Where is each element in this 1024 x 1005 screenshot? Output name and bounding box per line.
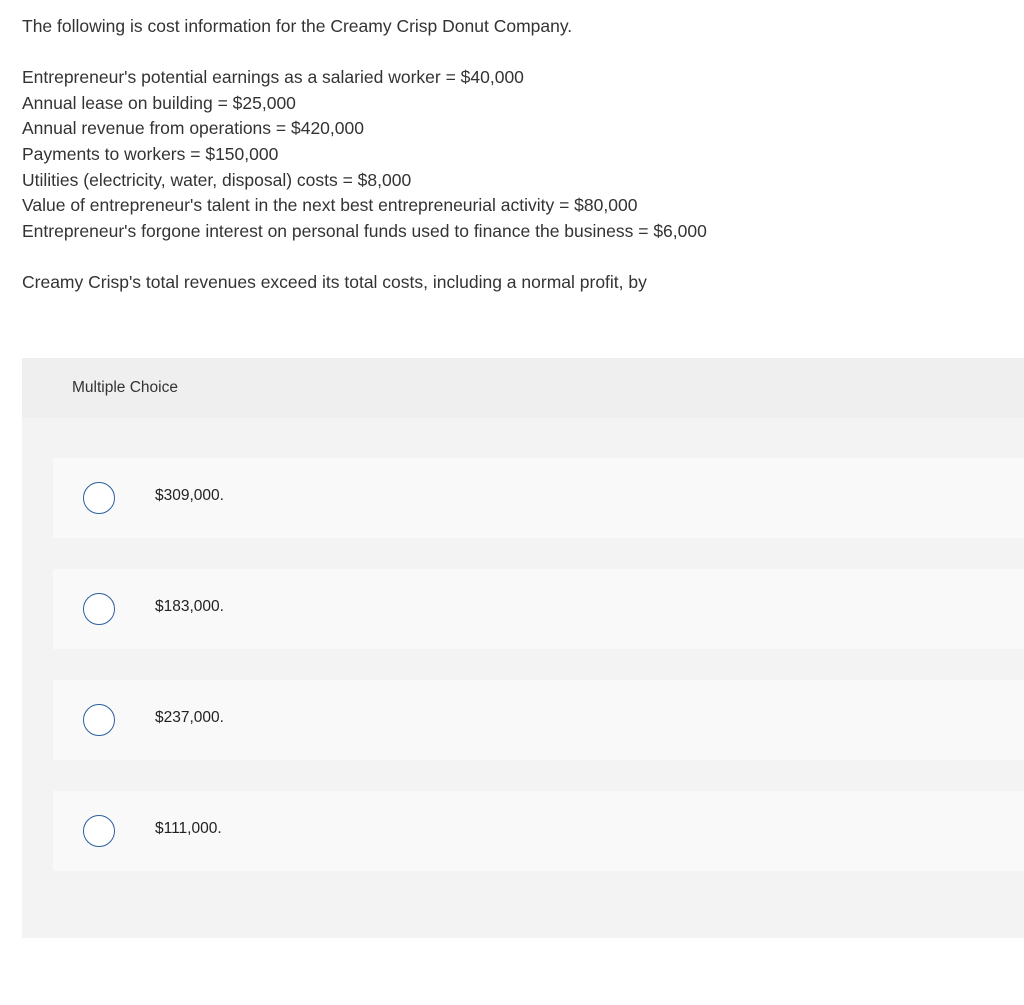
answer-option-2[interactable] bbox=[53, 569, 1024, 649]
cost-facts-list bbox=[22, 65, 1012, 244]
fact-item: Value of entrepreneur's talent in the next best entrepreneurial activity = $80,000 bbox=[22, 195, 638, 216]
fact-item: Payments to workers = $150,000 bbox=[22, 143, 279, 164]
radio-button[interactable] bbox=[83, 704, 115, 736]
multiple-choice-title: Multiple Choice bbox=[72, 379, 178, 396]
fact-item: Utilities (electricity, water, disposal) costs = $8,000 bbox=[22, 169, 412, 190]
question-prompt: Creamy Crisp's total revenues exceed its total costs, including a normal profit, by bbox=[22, 271, 647, 292]
answer-option-1[interactable] bbox=[53, 458, 1024, 538]
multiple-choice-header bbox=[22, 358, 1024, 418]
radio-button[interactable] bbox=[83, 593, 115, 625]
answer-option-4[interactable] bbox=[53, 791, 1024, 871]
fact-item: Annual lease on building = $25,000 bbox=[22, 92, 296, 113]
answer-option-3[interactable] bbox=[53, 680, 1024, 760]
question-text-block bbox=[22, 14, 1012, 296]
radio-button[interactable] bbox=[83, 815, 115, 847]
multiple-choice-panel bbox=[22, 358, 1024, 938]
question-intro: The following is cost information for the Creamy Crisp Donut Company. bbox=[22, 16, 573, 36]
answer-option-label: $111,000. bbox=[155, 820, 222, 837]
fact-item: Entrepreneur's forgone interest on personal funds used to finance the business = $6,000 bbox=[22, 220, 707, 241]
answer-option-label: $309,000. bbox=[155, 487, 224, 504]
answer-option-label: $237,000. bbox=[155, 709, 224, 726]
radio-button[interactable] bbox=[83, 482, 115, 514]
fact-item: Entrepreneur's potential earnings as a salaried worker = $40,000 bbox=[22, 67, 524, 88]
answer-option-label: $183,000. bbox=[155, 598, 224, 615]
fact-item: Annual revenue from operations = $420,000 bbox=[22, 118, 364, 139]
